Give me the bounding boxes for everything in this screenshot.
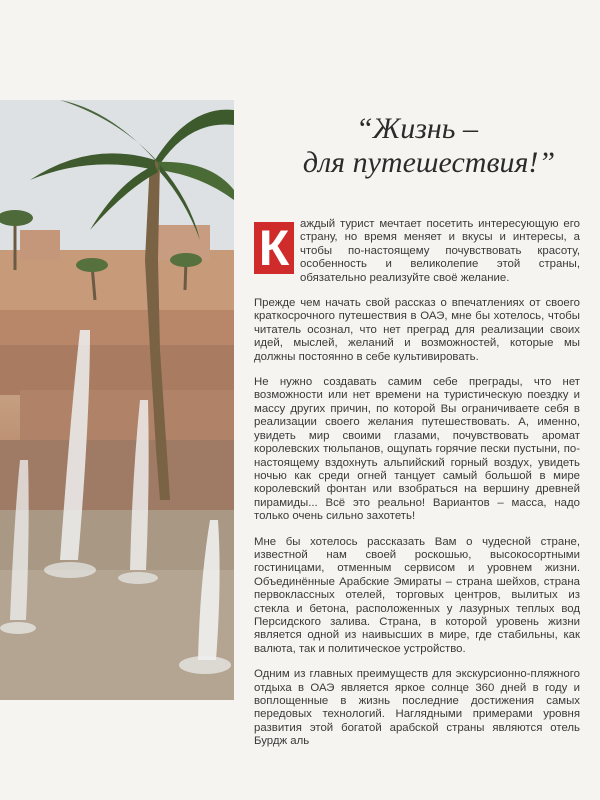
paragraph — [254, 218, 580, 285]
drop-cap: К — [254, 222, 294, 274]
paragraph: Не нужно создавать самим себе преграды, что нет возможности или нет времени на туристическую поездку и массу других причин, по которой Вы ограничиваете себя в реализации своего желания путешествовать. А, именно, увидеть мир своими глазами, почувствовать аромат королевских тюльпанов, ощупать горячие пески пустыни, по-настоящему вздохнуть альпийский горный воздух, увидеть ночью как среди огней танцует самый большой в мире королевский фонтан или взобраться на вершину древней пирамиды... Всё это реально! Вариантов – масса, надо только очень сильно захотеть! — [254, 376, 580, 523]
article — [254, 110, 580, 748]
paragraph: Мне бы хотелось рассказать Вам о чудесной стране, известной нам своей роскошью, высокосортными гостиницами, отменным сервисом и уровнем жизни. Объединённые Арабские Эмираты – страна шейхов, страна первоклассных отелей, торговых центров, вылитых из стекла и бетона, расположенных у лазурных теплых вод Персидского залива. Страна, в которой уровень жизни является одной из наивысших в мире, где стабильны, как валюта, так и политическое устройство. — [254, 535, 580, 655]
photo-illustration — [0, 100, 234, 700]
fountain-palm-photo — [0, 100, 234, 700]
article-body — [254, 218, 580, 749]
paragraph: Прежде чем начать свой рассказ о впечатлениях от своего краткосрочного путешествия в ОАЭ, мне бы хотелось, чтобы читатель осознал, что нет преград для реализации своих идей, мыслей, желаний и возможностей, которые мы должны постоянно в себе культивировать. — [254, 297, 580, 363]
paragraph: Одним из главных преимуществ для экскурсионно-пляжного отдыха в ОАЭ является яркое солнце 360 дней в году и воплощенные в жизнь последние достижения самых передовых технологий. Наглядными примерами уровня развития этой богатой арабской страны являются отель Бурдж аль — [254, 668, 580, 748]
article-title — [254, 110, 580, 180]
paragraph-text: аждый турист мечтает посетить интересующую его страну, но время меняет и вкусы и интересы, а чтобы по-настоящему почувствовать красоту, особенность и великолепие этой страны, обязательно реализуйте своё желание. — [300, 218, 580, 284]
title-line-2: для путешествия!” — [302, 146, 556, 179]
title-line-1: “Жизнь – — [356, 112, 478, 145]
